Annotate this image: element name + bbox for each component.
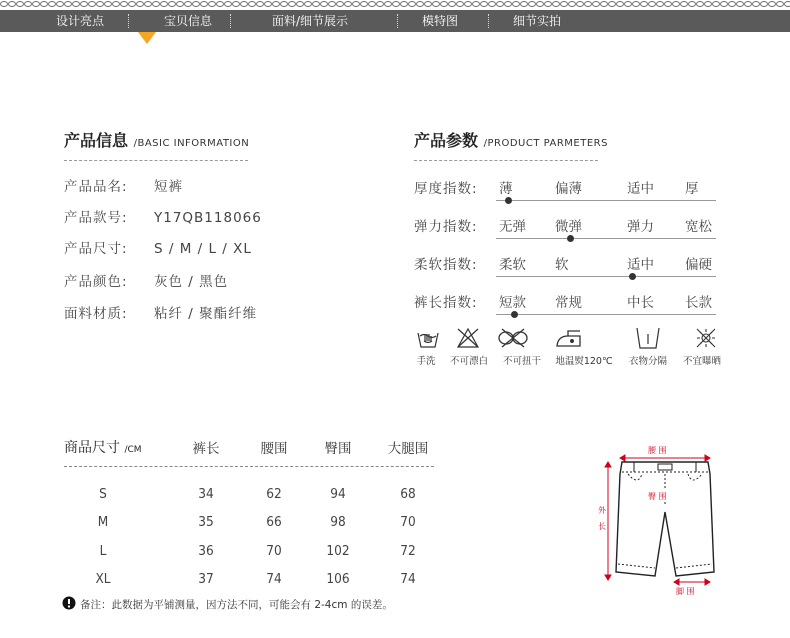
outer-length-label-2: 长	[598, 522, 606, 531]
active-tab-arrow-icon	[138, 32, 156, 44]
nav-divider	[230, 14, 231, 28]
param-label: 厚度指数:	[414, 181, 478, 197]
divider	[64, 160, 248, 161]
size-table-title	[64, 437, 142, 457]
param-scale-line	[496, 238, 716, 239]
param-label: 弹力指数:	[414, 219, 478, 235]
param-option: 长款	[685, 295, 712, 311]
size-title-unit: /CM	[124, 445, 142, 455]
care-caption: 手洗	[416, 356, 436, 367]
param-option: 柔软	[499, 257, 526, 273]
param-option: 宽松	[685, 219, 712, 235]
param-label: 柔软指数:	[414, 257, 478, 273]
param-option: 软	[555, 257, 569, 273]
size-row-label: L	[99, 543, 107, 559]
size-cell: 36	[198, 543, 214, 559]
info-label: 产品颜色:	[64, 274, 128, 290]
size-cell: 74	[400, 571, 416, 587]
hem-label: 脚 围	[676, 587, 695, 596]
size-cell: 74	[266, 571, 282, 587]
param-option: 中长	[627, 295, 654, 311]
divider	[414, 160, 598, 161]
iron-icon	[557, 331, 580, 346]
param-level-dot	[511, 311, 518, 318]
nav-tab-product-info[interactable]: 宝贝信息	[163, 14, 212, 28]
outer-length-label-1: 外	[598, 506, 606, 515]
size-cell: 62	[266, 486, 282, 502]
param-scale-line	[496, 276, 716, 277]
care-caption: 不可漂白	[449, 356, 488, 367]
size-cell: 94	[330, 486, 346, 502]
top-decorative-border	[0, 0, 790, 8]
separate-wash-icon	[637, 328, 659, 348]
info-row-material	[64, 302, 257, 322]
size-col-header: 大腿围	[387, 441, 429, 457]
info-row-color	[64, 270, 228, 290]
param-level-dot	[629, 273, 636, 280]
param-level-dot	[567, 235, 574, 242]
size-cell: 70	[266, 543, 282, 559]
param-option: 薄	[499, 181, 513, 197]
params-section-title	[414, 128, 608, 151]
info-section-title	[64, 128, 249, 151]
care-caption: 地温熨120℃	[555, 356, 613, 367]
param-option: 厚	[685, 181, 699, 197]
param-option: 无弹	[499, 219, 526, 235]
nav-tab-design[interactable]: 设计亮点	[55, 14, 104, 28]
param-label: 裤长指数:	[414, 295, 478, 311]
size-row-label: S	[99, 486, 107, 502]
size-cell: 72	[400, 543, 416, 559]
size-col-header: 裤长	[192, 441, 220, 457]
divider	[64, 466, 434, 467]
waist-label: 腰 围	[648, 446, 667, 455]
nav-bar	[0, 10, 790, 32]
info-row-name	[64, 175, 183, 195]
size-cell: 70	[400, 514, 416, 530]
nav-divider	[128, 14, 129, 28]
info-value: Y17QB118066	[154, 210, 262, 226]
param-level-dot	[505, 197, 512, 204]
size-title-label: 商品尺寸	[64, 440, 120, 456]
params-subtitle: /PRODUCT PARMETERS	[483, 138, 608, 149]
size-cell: 102	[326, 543, 350, 559]
info-subtitle: /BASIC INFORMATION	[133, 138, 250, 149]
param-option: 适中	[627, 181, 654, 197]
size-cell: 68	[400, 486, 416, 502]
care-caption: 不可扭干	[502, 356, 541, 367]
no-wring-icon	[499, 329, 527, 347]
info-row-style-no	[64, 206, 262, 226]
param-scale-line	[496, 314, 716, 315]
param-scale-line	[496, 200, 716, 201]
size-cell: 35	[198, 514, 214, 530]
param-option: 常规	[555, 295, 582, 311]
nav-tab-model[interactable]: 模特图	[421, 14, 458, 28]
size-cell: 66	[266, 514, 282, 530]
param-option: 弹力	[627, 219, 654, 235]
shorts-measure-diagram	[598, 440, 738, 600]
size-cell: 34	[198, 486, 214, 502]
info-value: 粘纤 / 聚酯纤维	[154, 306, 258, 322]
no-bleach-icon	[458, 329, 478, 347]
no-sun-dry-icon	[697, 329, 715, 347]
nav-divider	[397, 14, 398, 28]
param-option: 微弹	[555, 219, 582, 235]
size-col-header: 腰围	[260, 441, 288, 457]
warning-icon	[62, 596, 76, 610]
info-label: 产品款号:	[64, 210, 128, 226]
nav-tab-fabric-detail[interactable]: 面料/细节展示	[271, 14, 349, 28]
param-option: 适中	[627, 257, 654, 273]
nav-tab-detail-photos[interactable]: 细节实拍	[512, 14, 561, 28]
info-label: 产品尺寸:	[64, 241, 128, 257]
size-cell: 106	[326, 571, 350, 587]
params-title: 产品参数	[414, 131, 479, 150]
info-title: 产品信息	[64, 131, 129, 150]
size-row-label: XL	[95, 571, 111, 587]
size-cell: 37	[198, 571, 214, 587]
hip-label: 臀 围	[648, 492, 667, 501]
info-value: 短裤	[154, 179, 183, 195]
param-option: 偏薄	[555, 181, 582, 197]
care-caption: 不宜曝晒	[682, 356, 721, 367]
info-value: S / M / L / XL	[154, 241, 252, 257]
info-label: 产品品名:	[64, 179, 128, 195]
size-row-label: M	[97, 514, 109, 530]
info-row-size	[64, 237, 252, 257]
param-option: 偏硬	[685, 257, 712, 273]
measurement-note: 备注：此数据为平铺测量，因方法不同，可能会有 2-4cm 的误差。	[80, 599, 393, 611]
param-option: 短款	[499, 295, 526, 311]
hand-wash-icon	[418, 333, 438, 347]
info-value: 灰色 / 黑色	[154, 274, 229, 290]
size-col-header: 臀围	[324, 441, 352, 457]
care-caption: 衣物分隔	[628, 356, 667, 367]
info-label: 面料材质:	[64, 306, 128, 322]
care-icons	[414, 325, 724, 351]
nav-divider	[488, 14, 489, 28]
size-cell: 98	[330, 514, 346, 530]
